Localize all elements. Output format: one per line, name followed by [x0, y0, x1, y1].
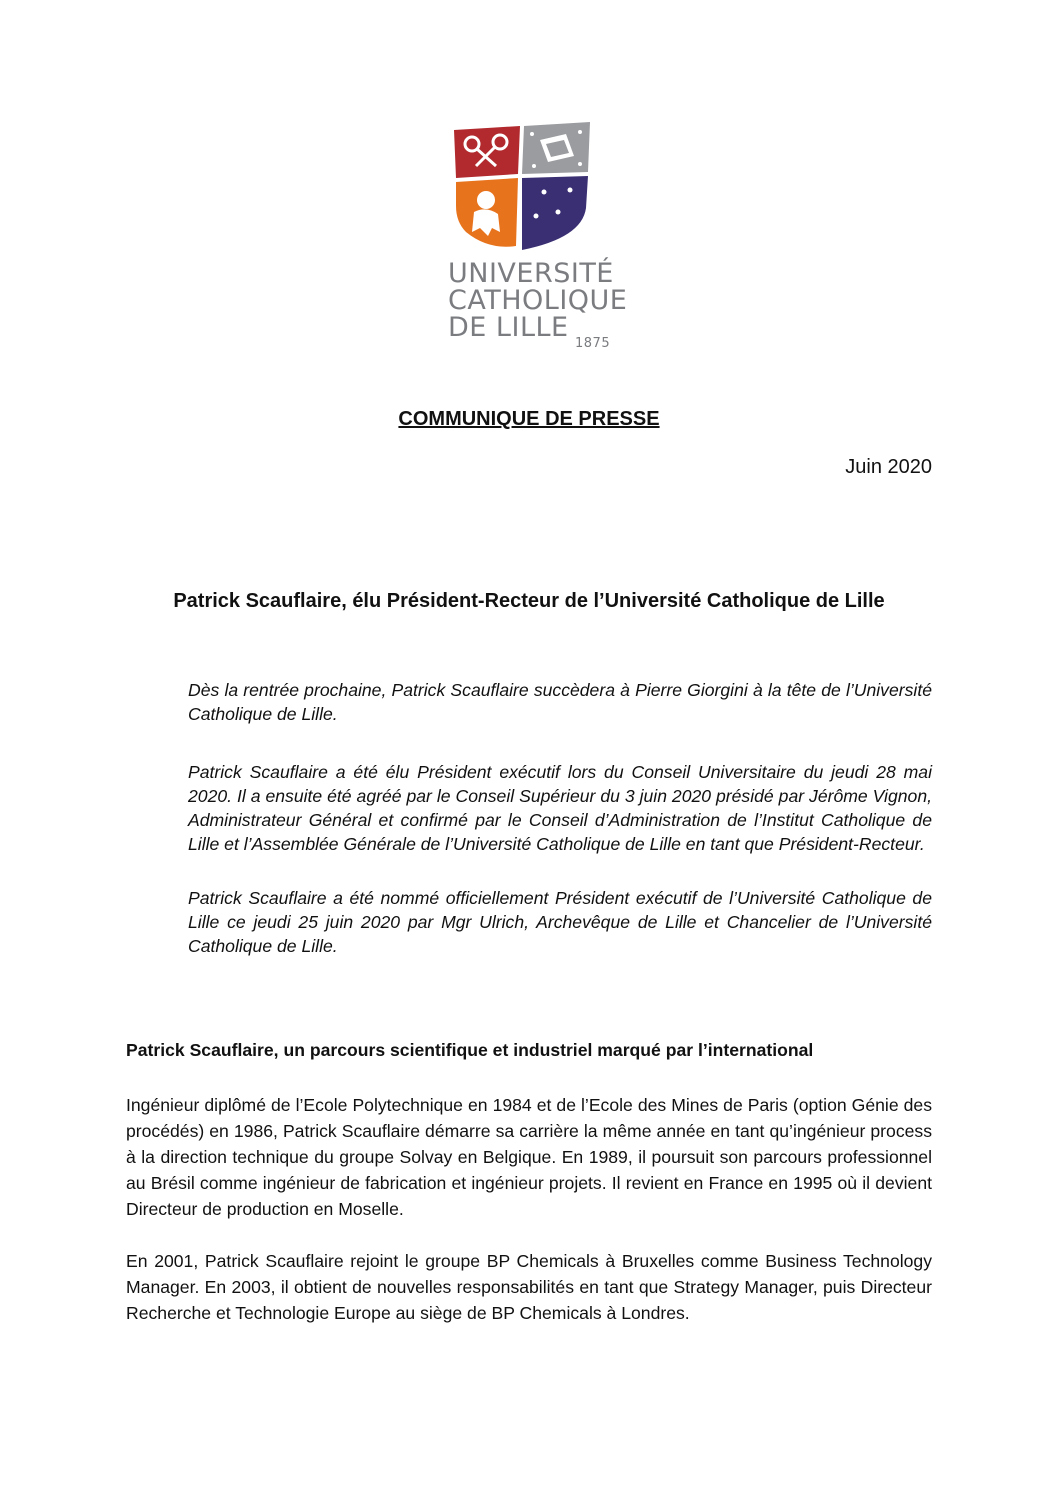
logo-year: 1875: [575, 336, 611, 351]
body-paragraph-2: En 2001, Patrick Scauflaire rejoint le groupe BP Chemicals à Bruxelles comme Business Technology Manager. En 2003, il obtient de nouvelles responsabilités en tant que Strategy Manager, puis Directeur Recherche et Technologie Europe au siège de BP Chemicals à Londres.: [126, 1251, 932, 1323]
headline: Patrick Scauflaire, élu Président-Recteur de l’Université Catholique de Lille: [173, 590, 885, 612]
logo-line-1: UNIVERSITÉ: [448, 258, 614, 289]
university-crest: [448, 120, 598, 255]
logo-line-2: CATHOLIQUE: [448, 285, 628, 316]
section-heading: Patrick Scauflaire, un parcours scientifique et industriel marqué par l’international: [126, 1040, 814, 1060]
logo-wordmark: [448, 258, 638, 351]
logo-line-3: DE LILLE: [448, 312, 569, 343]
body-paragraph-1: Ingénieur diplômé de l’Ecole Polytechnique en 1984 et de l’Ecole des Mines de Paris (option Génie des procédés) en 1986, Patrick Scauflaire démarre sa carrière la même année en tant qu’ingénieur process à la direction technique du groupe Solvay en Belgique. En 1989, il poursuit son parcours professionnel au Brésil comme ingénieur de fabrication et ingénieur projets. Il revient en France en 1995 où il devient Directeur de production en Moselle.: [126, 1095, 932, 1219]
crest-red-quadrant: [454, 126, 520, 178]
crest-purple-quadrant: [522, 176, 588, 250]
lead-paragraph-2: Patrick Scauflaire a été élu Président exécutif lors du Conseil Universitaire du jeudi 28 mai 2020. Il a ensuite été agréé par le Conseil Supérieur du 3 juin 2020 présidé par Jérôme Vignon, Administrateur Général et confirmé par le Conseil d’Administration de l’Institut Catholique de Lille et l’Assemblée Générale de l’Université Catholique de Lille en tant que Président-Recteur.: [188, 762, 932, 854]
release-date: Juin 2020: [845, 456, 932, 478]
press-release-title: COMMUNIQUE DE PRESSE: [398, 408, 660, 430]
lead-paragraph-1: Dès la rentrée prochaine, Patrick Scauflaire succèdera à Pierre Giorgini à la tête de l’Université Catholique de Lille.: [188, 680, 932, 724]
lead-paragraph-3: Patrick Scauflaire a été nommé officiellement Président exécutif de l’Université Catholique de Lille ce jeudi 25 juin 2020 par Mgr Ulrich, Archevêque de Lille et Chancelier de l’Université Catholique de Lille.: [188, 888, 932, 956]
university-logo: [448, 120, 628, 351]
